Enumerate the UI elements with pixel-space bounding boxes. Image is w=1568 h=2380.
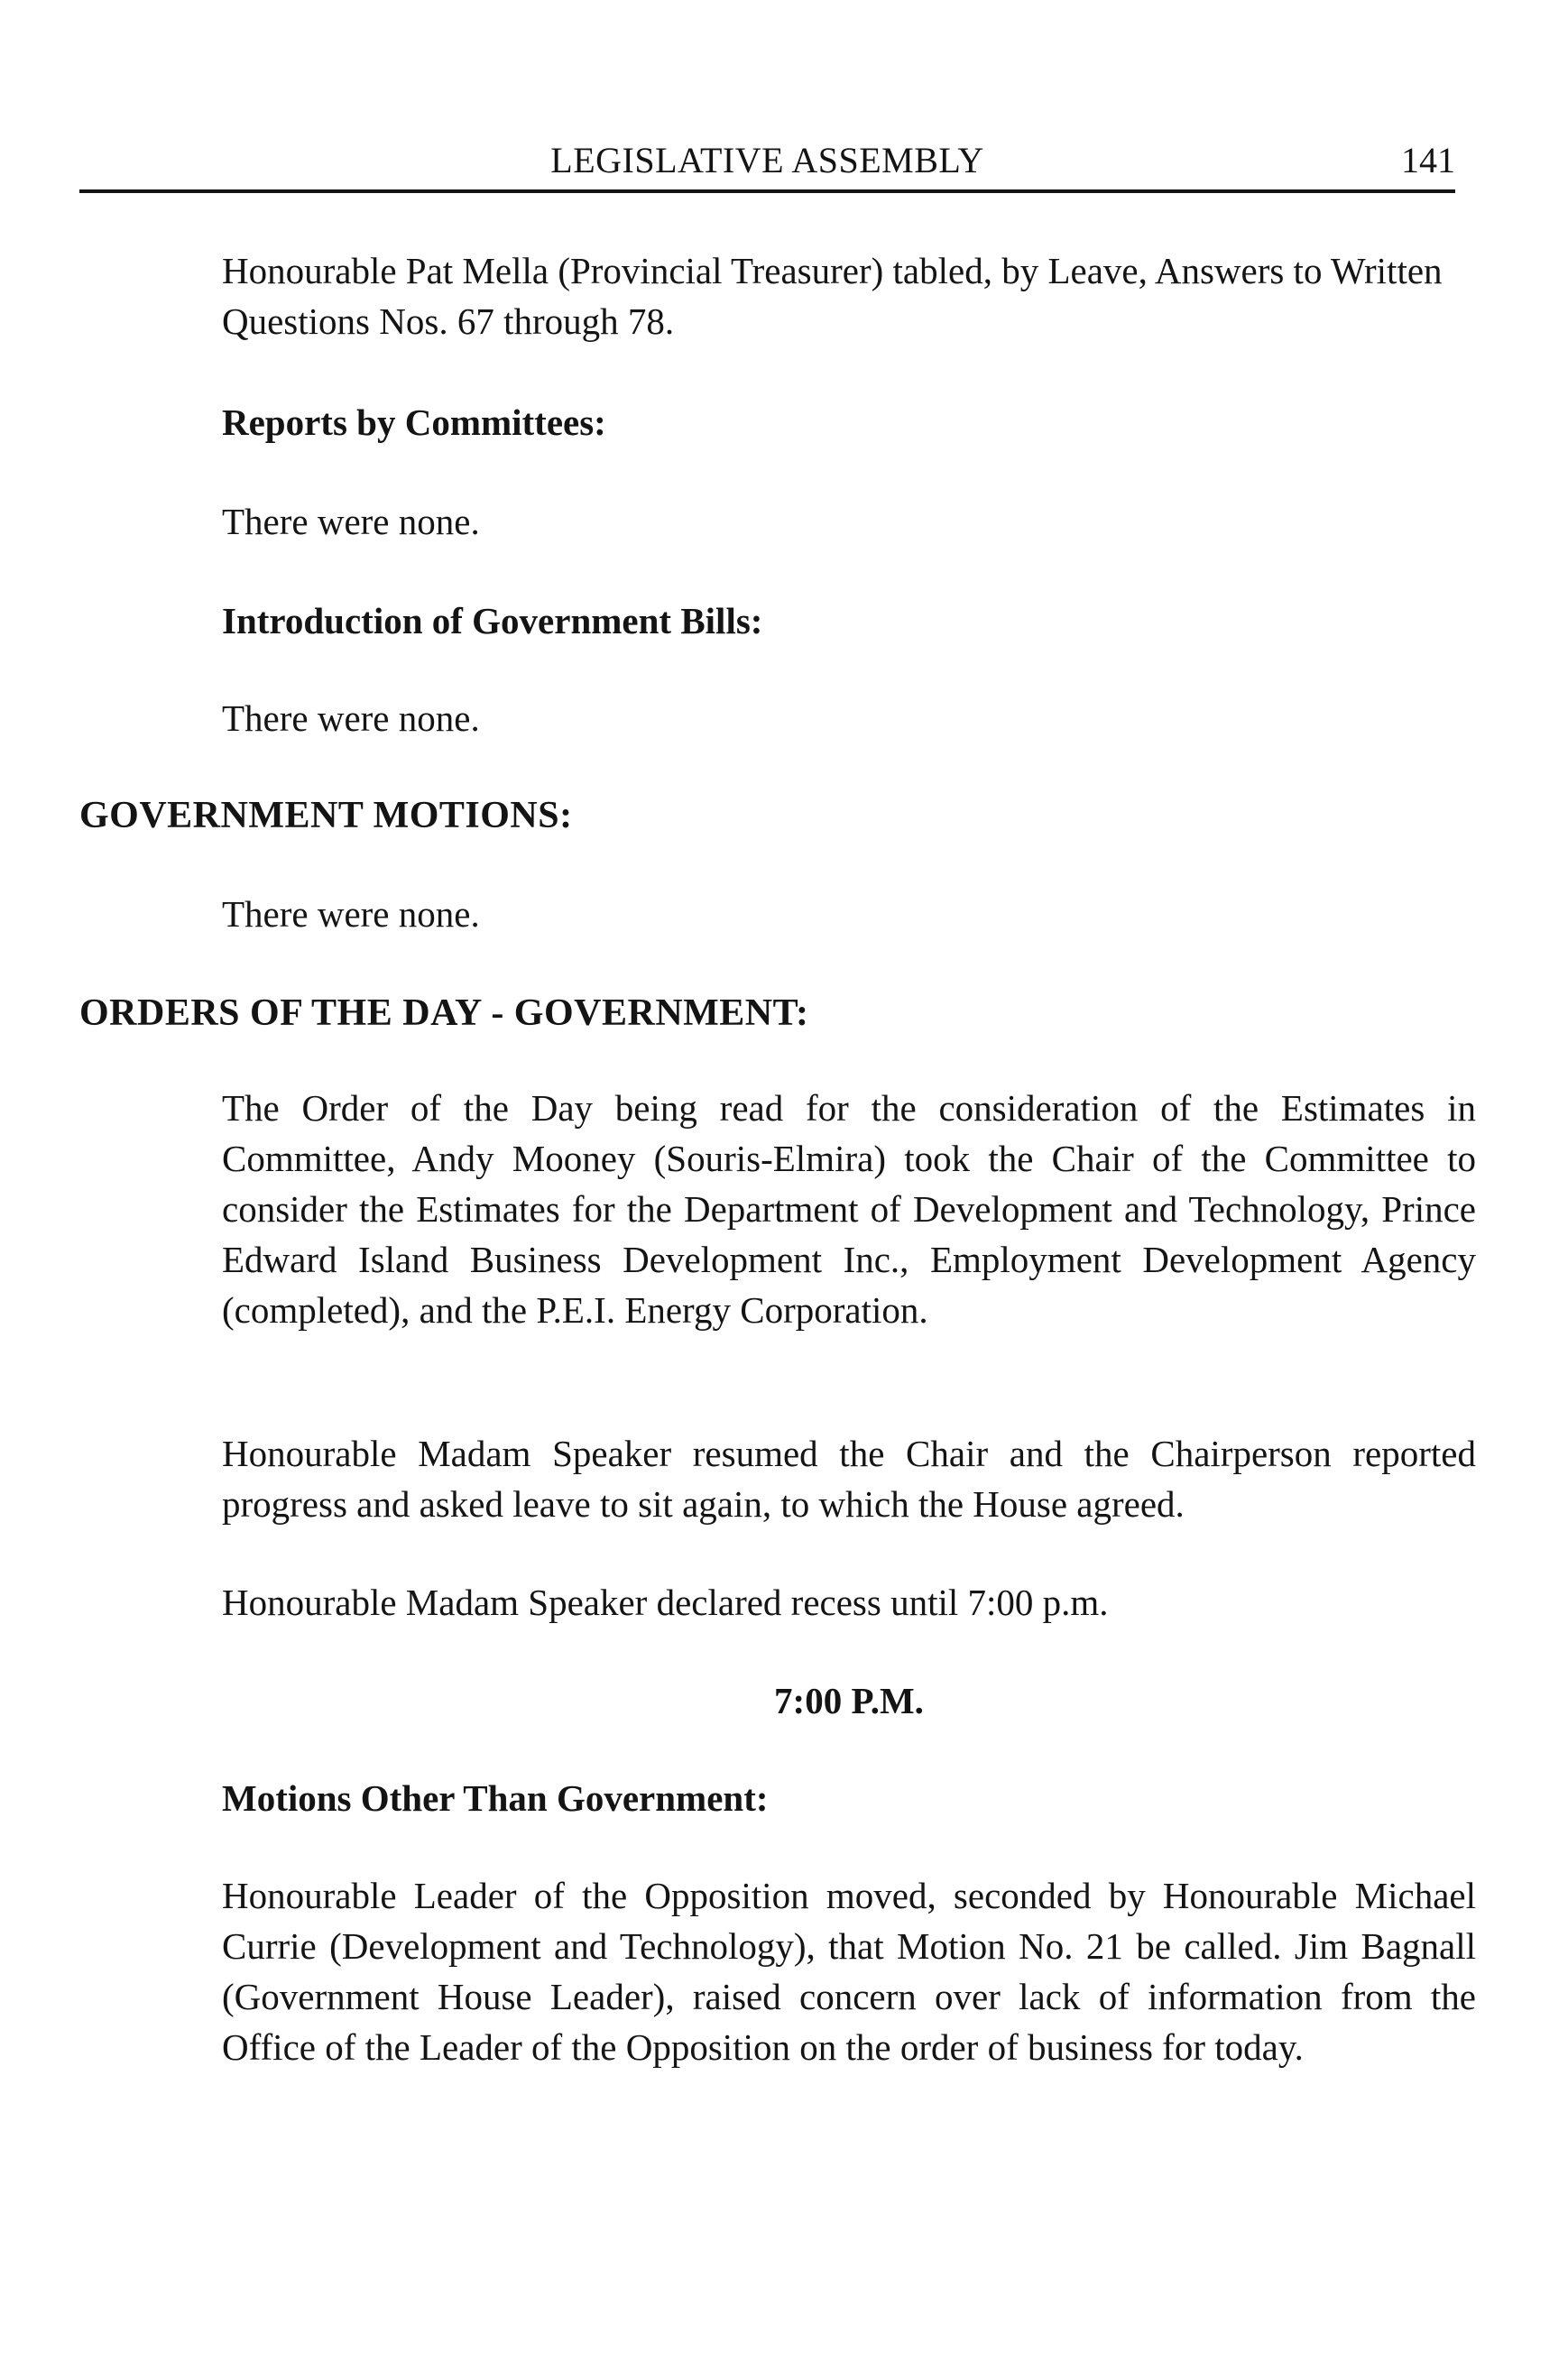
tabling-paragraph: Honourable Pat Mella (Provincial Treasurer) tabled, by Leave, Answers to Written Questions Nos. 67 through 78.: [222, 250, 1443, 342]
running-title: LEGISLATIVE ASSEMBLY: [550, 140, 984, 180]
intro-bills-text: There were none.: [222, 697, 480, 739]
motions-other-paragraph: Honourable Leader of the Opposition moved, seconded by Honourable Michael Currie (Development and Technology), that Motion No. 21 be called. Jim Bagnall (Government House Leader), raised concern over lack of information from the Office of the Leader of the Opposition on the order of business for today.: [222, 1875, 1476, 2068]
government-motions-heading: GOVERNMENT MOTIONS:: [79, 795, 573, 836]
orders-paragraph: The Order of the Day being read for the consideration of the Estimates in Committee, Andy Mooney (Souris-Elmira) took the Chair of the Committee to consider the Estimates for the Department of Development and Technology, Prince Edward Island Business Development Inc., Employment Development Agency (completed), and the P.E.I. Energy Corporation.: [222, 1087, 1476, 1331]
reports-text: There were none.: [222, 501, 480, 542]
page-number: 141: [1401, 140, 1455, 180]
orders-of-the-day-heading: ORDERS OF THE DAY - GOVERNMENT:: [79, 992, 809, 1034]
motions-other-heading: Motions Other Than Government:: [222, 1777, 769, 1819]
intro-bills-heading: Introduction of Government Bills:: [222, 600, 763, 641]
reports-heading: Reports by Committees:: [222, 401, 606, 443]
time-heading: 7:00 P.M.: [774, 1680, 924, 1721]
page-header: [79, 135, 1455, 193]
government-motions-text: There were none.: [222, 893, 480, 935]
recess-paragraph: Honourable Madam Speaker declared recess until 7:00 p.m.: [222, 1582, 1109, 1623]
speaker-resumed-paragraph: Honourable Madam Speaker resumed the Chair and the Chairperson reported progress and asked leave to sit again, to which the House agreed.: [222, 1433, 1476, 1525]
